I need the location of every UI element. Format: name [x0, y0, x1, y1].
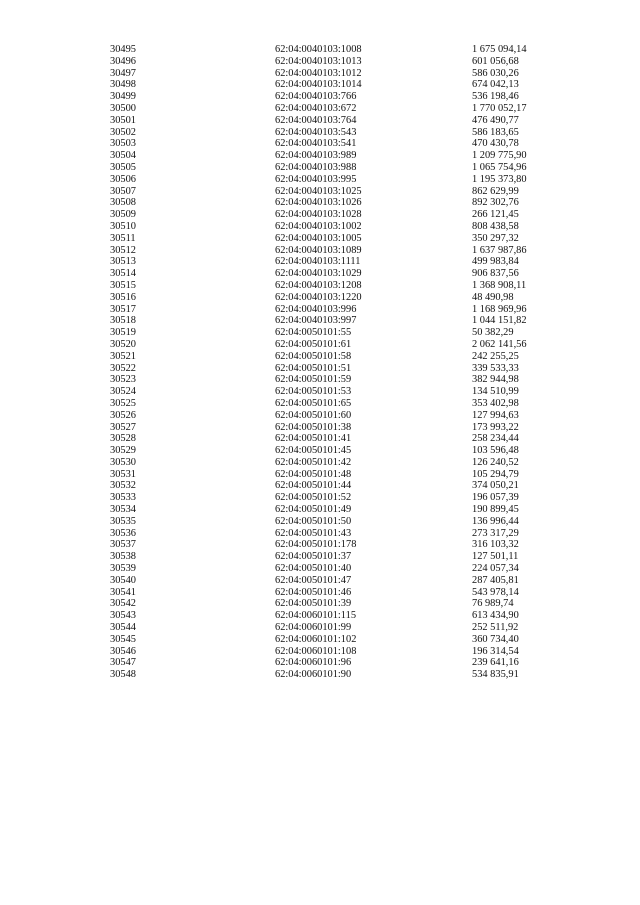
row-number: 30513: [110, 256, 136, 268]
cadastral-value: 127 994,63: [472, 409, 519, 421]
cadastral-value: 316 103,32: [472, 539, 519, 551]
row-number: 30527: [110, 421, 136, 433]
cadastral-number: 62:04:0040103:989: [275, 150, 357, 162]
cadastral-number: 62:04:0050101:52: [275, 492, 352, 504]
cadastral-number: 62:04:0040103:1220: [275, 291, 362, 303]
cadastral-number: 62:04:0040103:988: [275, 161, 357, 173]
cadastral-number: 62:04:0060101:99: [275, 622, 352, 634]
table-row: [0, 492, 640, 504]
table-row: [0, 44, 640, 56]
table-row: [0, 292, 640, 304]
cadastral-value: 196 057,39: [472, 492, 519, 504]
cadastral-number: 62:04:0040103:764: [275, 114, 357, 126]
cadastral-number: 62:04:0050101:51: [275, 362, 352, 374]
cadastral-number: 62:04:0040103:1028: [275, 209, 362, 221]
table-row: [0, 398, 640, 410]
cadastral-number: 62:04:0060101:102: [275, 633, 357, 645]
table-row: [0, 138, 640, 150]
row-number: 30517: [110, 303, 136, 315]
table-row: [0, 162, 640, 174]
table-row: [0, 363, 640, 375]
row-number: 30516: [110, 291, 136, 303]
row-number: 30546: [110, 645, 136, 657]
cadastral-number: 62:04:0040103:766: [275, 91, 357, 103]
row-number: 30538: [110, 551, 136, 563]
table-row: [0, 516, 640, 528]
row-number: 30497: [110, 67, 136, 79]
row-number: 30536: [110, 527, 136, 539]
table-row: [0, 551, 640, 563]
table-row: [0, 91, 640, 103]
cadastral-number: 62:04:0050101:45: [275, 445, 352, 457]
row-number: 30505: [110, 161, 136, 173]
table-row: [0, 280, 640, 292]
cadastral-number: 62:04:0050101:41: [275, 433, 352, 445]
cadastral-number: 62:04:0040103:543: [275, 126, 357, 138]
cadastral-value-table: [0, 44, 640, 681]
row-number: 30499: [110, 91, 136, 103]
cadastral-value: 339 533,33: [472, 362, 519, 374]
cadastral-value: 127 501,11: [472, 551, 519, 563]
table-row: [0, 68, 640, 80]
row-number: 30521: [110, 350, 136, 362]
row-number: 30509: [110, 209, 136, 221]
cadastral-number: 62:04:0040103:1029: [275, 268, 362, 280]
cadastral-value: 1 368 908,11: [472, 279, 527, 291]
cadastral-value: 674 042,13: [472, 79, 519, 91]
cadastral-value: 258 234,44: [472, 433, 519, 445]
row-number: 30510: [110, 220, 136, 232]
cadastral-number: 62:04:0050101:55: [275, 327, 352, 339]
table-row: [0, 598, 640, 610]
cadastral-value: 173 993,22: [472, 421, 519, 433]
table-row: [0, 539, 640, 551]
cadastral-number: 62:04:0040103:1012: [275, 67, 362, 79]
cadastral-number: 62:04:0060101:115: [275, 610, 357, 622]
cadastral-number: 62:04:0050101:49: [275, 504, 352, 516]
row-number: 30530: [110, 456, 136, 468]
cadastral-number: 62:04:0050101:43: [275, 527, 352, 539]
cadastral-number: 62:04:0040103:672: [275, 102, 357, 114]
table-row: [0, 186, 640, 198]
table-row: [0, 433, 640, 445]
row-number: 30520: [110, 338, 136, 350]
row-number: 30526: [110, 409, 136, 421]
cadastral-value: 239 641,16: [472, 657, 519, 669]
cadastral-number: 62:04:0050101:39: [275, 598, 352, 610]
row-number: 30543: [110, 610, 136, 622]
table-row: [0, 587, 640, 599]
table-row: [0, 56, 640, 68]
row-number: 30518: [110, 315, 136, 327]
cadastral-number: 62:04:0050101:48: [275, 468, 352, 480]
cadastral-value: 862 629,99: [472, 185, 519, 197]
cadastral-number: 62:04:0060101:90: [275, 669, 352, 681]
table-row: [0, 115, 640, 127]
cadastral-value: 287 405,81: [472, 574, 519, 586]
row-number: 30515: [110, 279, 136, 291]
cadastral-number: 62:04:0050101:44: [275, 480, 352, 492]
row-number: 30534: [110, 504, 136, 516]
row-number: 30539: [110, 563, 136, 575]
cadastral-value: 586 183,65: [472, 126, 519, 138]
row-number: 30545: [110, 633, 136, 645]
row-number: 30502: [110, 126, 136, 138]
row-number: 30525: [110, 397, 136, 409]
cadastral-value: 134 510,99: [472, 386, 519, 398]
row-number: 30503: [110, 138, 136, 150]
cadastral-value: 273 317,29: [472, 527, 519, 539]
row-number: 30514: [110, 268, 136, 280]
row-number: 30544: [110, 622, 136, 634]
cadastral-number: 62:04:0050101:40: [275, 563, 352, 575]
table-row: [0, 245, 640, 257]
cadastral-number: 62:04:0040103:1025: [275, 185, 362, 197]
table-row: [0, 575, 640, 587]
cadastral-value: 892 302,76: [472, 197, 519, 209]
row-number: 30524: [110, 386, 136, 398]
cadastral-value: 105 294,79: [472, 468, 519, 480]
table-row: [0, 646, 640, 658]
table-row: [0, 622, 640, 634]
table-row: [0, 233, 640, 245]
cadastral-number: 62:04:0050101:53: [275, 386, 352, 398]
row-number: 30512: [110, 244, 136, 256]
cadastral-value: 350 297,32: [472, 232, 519, 244]
row-number: 30495: [110, 44, 136, 55]
table-row: [0, 327, 640, 339]
cadastral-number: 62:04:0060101:96: [275, 657, 352, 669]
cadastral-value: 374 050,21: [472, 480, 519, 492]
table-row: [0, 150, 640, 162]
row-number: 30548: [110, 669, 136, 681]
cadastral-number: 62:04:0050101:58: [275, 350, 352, 362]
table-row: [0, 268, 640, 280]
cadastral-number: 62:04:0040103:1111: [275, 256, 361, 268]
row-number: 30522: [110, 362, 136, 374]
table-row: [0, 669, 640, 681]
cadastral-value: 601 056,68: [472, 55, 519, 67]
cadastral-value: 476 490,77: [472, 114, 519, 126]
row-number: 30511: [110, 232, 136, 244]
cadastral-number: 62:04:0050101:60: [275, 409, 352, 421]
cadastral-number: 62:04:0040103:1008: [275, 44, 362, 55]
row-number: 30547: [110, 657, 136, 669]
row-number: 30519: [110, 327, 136, 339]
row-number: 30496: [110, 55, 136, 67]
cadastral-value: 1 675 094,14: [472, 44, 527, 55]
cadastral-number: 62:04:0050101:37: [275, 551, 352, 563]
cadastral-value: 2 062 141,56: [472, 338, 527, 350]
table-row: [0, 480, 640, 492]
cadastral-number: 62:04:0050101:59: [275, 374, 352, 386]
cadastral-number: 62:04:0050101:38: [275, 421, 352, 433]
cadastral-value: 224 057,34: [472, 563, 519, 575]
cadastral-value: 1 065 754,96: [472, 161, 527, 173]
cadastral-value: 126 240,52: [472, 456, 519, 468]
table-row: [0, 103, 640, 115]
row-number: 30531: [110, 468, 136, 480]
cadastral-number: 62:04:0040103:1014: [275, 79, 362, 91]
table-row: [0, 174, 640, 186]
row-number: 30541: [110, 586, 136, 598]
cadastral-value: 103 596,48: [472, 445, 519, 457]
cadastral-number: 62:04:0060101:108: [275, 645, 357, 657]
table-row: [0, 610, 640, 622]
cadastral-number: 62:04:0040103:541: [275, 138, 357, 150]
cadastral-value: 242 255,25: [472, 350, 519, 362]
cadastral-value: 266 121,45: [472, 209, 519, 221]
cadastral-number: 62:04:0050101:65: [275, 397, 352, 409]
cadastral-value: 1 637 987,86: [472, 244, 527, 256]
table-row: [0, 445, 640, 457]
cadastral-value: 353 402,98: [472, 397, 519, 409]
cadastral-value: 499 983,84: [472, 256, 519, 268]
cadastral-number: 62:04:0040103:1208: [275, 279, 362, 291]
cadastral-value: 906 837,56: [472, 268, 519, 280]
row-number: 30506: [110, 173, 136, 185]
row-number: 30529: [110, 445, 136, 457]
row-number: 30535: [110, 515, 136, 527]
cadastral-value: 1 044 151,82: [472, 315, 527, 327]
cadastral-number: 62:04:0050101:47: [275, 574, 352, 586]
cadastral-value: 534 835,91: [472, 669, 519, 681]
cadastral-number: 62:04:0050101:61: [275, 338, 352, 350]
row-number: 30523: [110, 374, 136, 386]
cadastral-value: 136 996,44: [472, 515, 519, 527]
cadastral-value: 382 944,98: [472, 374, 519, 386]
cadastral-number: 62:04:0040103:1002: [275, 220, 362, 232]
row-number: 30507: [110, 185, 136, 197]
cadastral-number: 62:04:0040103:1005: [275, 232, 362, 244]
cadastral-number: 62:04:0050101:178: [275, 539, 357, 551]
cadastral-value: 190 899,45: [472, 504, 519, 516]
row-number: 30508: [110, 197, 136, 209]
row-number: 30532: [110, 480, 136, 492]
cadastral-number: 62:04:0040103:997: [275, 315, 357, 327]
cadastral-number: 62:04:0040103:995: [275, 173, 357, 185]
cadastral-value: 1 168 969,96: [472, 303, 527, 315]
cadastral-number: 62:04:0040103:996: [275, 303, 357, 315]
table-row: [0, 304, 640, 316]
row-number: 30500: [110, 102, 136, 114]
table-row: [0, 221, 640, 233]
cadastral-number: 62:04:0040103:1026: [275, 197, 362, 209]
table-row: [0, 422, 640, 434]
table-row: [0, 127, 640, 139]
row-number: 30540: [110, 574, 136, 586]
table-row: [0, 528, 640, 540]
cadastral-number: 62:04:0040103:1089: [275, 244, 362, 256]
cadastral-value: 1 209 775,90: [472, 150, 527, 162]
table-row: [0, 339, 640, 351]
row-number: 30498: [110, 79, 136, 91]
cadastral-value: 808 438,58: [472, 220, 519, 232]
cadastral-value: 1 770 052,17: [472, 102, 527, 114]
cadastral-value: 586 030,26: [472, 67, 519, 79]
row-number: 30528: [110, 433, 136, 445]
cadastral-value: 48 490,98: [472, 291, 514, 303]
table-row: [0, 457, 640, 469]
cadastral-value: 360 734,40: [472, 633, 519, 645]
table-row: [0, 563, 640, 575]
cadastral-value: 196 314,54: [472, 645, 519, 657]
cadastral-value: 543 978,14: [472, 586, 519, 598]
table-row: [0, 374, 640, 386]
row-number: 30501: [110, 114, 136, 126]
table-row: [0, 209, 640, 221]
table-row: [0, 634, 640, 646]
table-row: [0, 351, 640, 363]
cadastral-value: 1 195 373,80: [472, 173, 527, 185]
table-row: [0, 197, 640, 209]
table-row: [0, 504, 640, 516]
table-row: [0, 657, 640, 669]
table-row: [0, 315, 640, 327]
cadastral-value: 76 989,74: [472, 598, 514, 610]
table-row: [0, 79, 640, 91]
cadastral-value: 50 382,29: [472, 327, 514, 339]
cadastral-value: 252 511,92: [472, 622, 519, 634]
row-number: 30533: [110, 492, 136, 504]
cadastral-value: 613 434,90: [472, 610, 519, 622]
cadastral-number: 62:04:0040103:1013: [275, 55, 362, 67]
cadastral-value: 536 198,46: [472, 91, 519, 103]
cadastral-number: 62:04:0050101:42: [275, 456, 352, 468]
row-number: 30504: [110, 150, 136, 162]
table-row: [0, 386, 640, 398]
cadastral-value: 470 430,78: [472, 138, 519, 150]
table-row: [0, 410, 640, 422]
cadastral-number: 62:04:0050101:46: [275, 586, 352, 598]
cadastral-number: 62:04:0050101:50: [275, 515, 352, 527]
row-number: 30537: [110, 539, 136, 551]
table-row: [0, 256, 640, 268]
table-row: [0, 469, 640, 481]
row-number: 30542: [110, 598, 136, 610]
